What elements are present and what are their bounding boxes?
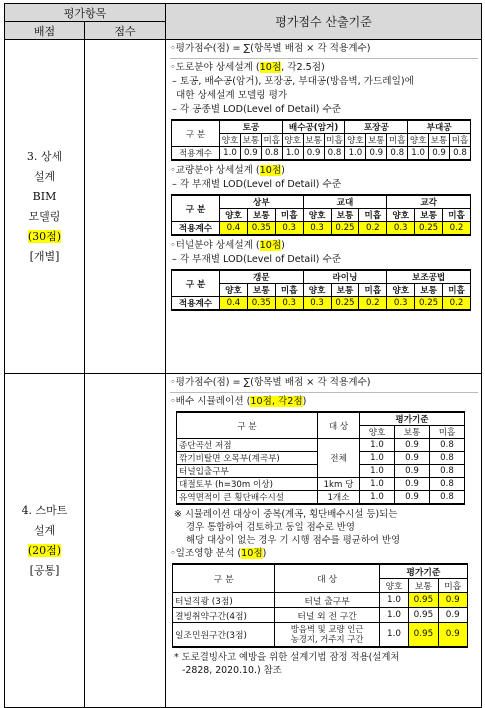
tunnel-heading: ◦터널분야 상세설계 (10점): [170, 240, 285, 251]
section4-title-1: 4. 스마트: [21, 503, 68, 517]
bridge-level-1-1: 보통: [331, 209, 359, 222]
drainage-value: 1.0: [360, 452, 395, 465]
drainage-value: 0.8: [430, 452, 465, 465]
tunnel-value-8: 0.2: [443, 297, 471, 311]
tunnel-value-7: 0.25: [415, 297, 443, 311]
road-value-1: 0.9: [240, 147, 261, 161]
bridge-level-1-2: 미흡: [359, 209, 387, 222]
drainage-note-2: 경우 통합하여 검토하고 동일 점수로 반영: [186, 522, 355, 533]
tunnel-value-0: 0.4: [220, 297, 248, 311]
road-group-1: 토공: [220, 120, 283, 134]
drainage-row: [177, 439, 465, 452]
drainage-note-3: 해당 대상이 없는 경우 기 시행 점수를 평균하여 반영: [186, 535, 401, 546]
drainage-level-0: 양호: [360, 426, 395, 439]
section3-title-3: BIM: [32, 189, 57, 203]
road-level-2-1: 보통: [366, 134, 387, 147]
drainage-value: 0.8: [430, 491, 465, 505]
tunnel-level-0-1: 보통: [247, 284, 275, 297]
sunlight-level-1: 보통: [409, 579, 438, 593]
road-value-7: 0.9: [366, 147, 387, 161]
tunnel-row-head: 구 분: [172, 270, 220, 297]
road-value-0: 1.0: [220, 147, 241, 161]
road-level-3-1: 보통: [429, 134, 450, 147]
drainage-level-2: 미흡: [430, 426, 465, 439]
drainage-target: 1km 당: [318, 478, 360, 491]
road-level-1-2: 미흡: [324, 134, 345, 147]
sunlight-col-item: 구 분: [173, 564, 275, 593]
tunnel-level-1-2: 미흡: [359, 284, 387, 297]
sunlight-value: 0.9: [438, 608, 467, 623]
bridge-value-4: 0.25: [331, 222, 359, 236]
road-value-4: 0.9: [303, 147, 324, 161]
bridge-level-2-0: 양호: [387, 209, 415, 222]
bridge-bullet: – 각 부재별 LOD(Level of Detail) 수준: [172, 179, 341, 190]
road-value-5: 0.8: [324, 147, 345, 161]
sunlight-heading: ◦일조영향 분석 (10점): [170, 548, 267, 559]
drainage-value: 1.0: [360, 491, 395, 505]
tunnel-value-3: 0.3: [303, 297, 331, 311]
section4-score-cell: [85, 374, 166, 708]
drainage-value: 0.9: [395, 478, 430, 491]
sunlight-row: [173, 608, 468, 623]
bridge-value-1: 0.35: [247, 222, 275, 236]
section3-content: [166, 40, 482, 374]
sunlight-target: [275, 623, 379, 647]
section4-points: (20점): [27, 543, 62, 557]
tunnel-level-2-1: 보통: [415, 284, 443, 297]
bridge-level-0-0: 양호: [220, 209, 248, 222]
section4-label: [5, 374, 85, 708]
bridge-level-0-2: 미흡: [275, 209, 303, 222]
sunlight-value: 1.0: [379, 623, 408, 647]
bridge-group-3: 교각: [387, 195, 471, 209]
road-value-9: 1.0: [408, 147, 429, 161]
sunlight-level-2: 미흡: [438, 579, 467, 593]
sunlight-col-criteria: 평가기준: [379, 564, 467, 579]
header-score-basis: 평가점수 산출기준: [166, 4, 482, 40]
section3-score-cell: [85, 40, 166, 374]
road-level-1-1: 보통: [303, 134, 324, 147]
drainage-value: 0.9: [395, 465, 430, 478]
tunnel-value-5: 0.2: [359, 297, 387, 311]
drainage-value: 1.0: [360, 465, 395, 478]
section3-title-2: 설계: [33, 169, 56, 183]
drainage-item: 터널입출구부: [177, 465, 318, 478]
header-allocation: 배점: [5, 22, 85, 40]
drainage-target: 1개소: [318, 491, 360, 505]
sunlight-target: 터널 외 전 구간: [275, 608, 379, 623]
sunlight-level-0: 양호: [379, 579, 408, 593]
section3-type: [개별]: [29, 249, 60, 263]
evaluation-table: [4, 3, 482, 708]
section4-content: [166, 374, 482, 708]
sunlight-target: 터널 출구부: [275, 593, 379, 608]
sunlight-value: 1.0: [379, 608, 408, 623]
section3-points: (30점): [27, 229, 62, 243]
drainage-table: [176, 411, 465, 505]
drainage-item: 깎기비탈면 오목부(계곡부): [177, 452, 318, 465]
bridge-value-2: 0.3: [275, 222, 303, 236]
bridge-value-3: 0.3: [303, 222, 331, 236]
sunlight-target-line: 농경지, 거주지 구간: [290, 634, 364, 645]
drainage-value: 0.9: [395, 452, 430, 465]
road-row-label: 적용계수: [172, 147, 220, 161]
tunnel-value-6: 0.3: [387, 297, 415, 311]
tunnel-level-0-2: 미흡: [275, 284, 303, 297]
drainage-value: 0.8: [430, 478, 465, 491]
sunlight-value: 0.95: [409, 623, 438, 647]
bridge-group-1: 상부: [220, 195, 304, 209]
sunlight-table: [172, 563, 468, 648]
drainage-item: 대절토부 (h=30m 이상): [177, 478, 318, 491]
bridge-row-label: 적용계수: [172, 222, 220, 236]
section4-type: [공통]: [29, 563, 60, 577]
header-points: 점수: [85, 22, 166, 40]
header-eval-items: 평가항목: [5, 4, 166, 22]
bridge-value-6: 0.3: [387, 222, 415, 236]
tunnel-group-1: 갱문: [220, 270, 304, 284]
bridge-value-8: 0.2: [443, 222, 471, 236]
sunlight-note-1: * 도로결빙사고 예방을 위한 설계기법 잠정 적용(설계처: [174, 651, 400, 663]
drainage-value: 1.0: [360, 478, 395, 491]
road-group-3: 포장공: [345, 120, 408, 134]
tunnel-value-2: 0.3: [275, 297, 303, 311]
drainage-item: 유역면적이 큰 횡단배수시설: [177, 491, 318, 505]
drainage-target: 전체: [318, 439, 360, 478]
drainage-value: 0.9: [395, 491, 430, 505]
drainage-heading: ◦배수 시뮬레이션 (10점, 각2점): [170, 396, 307, 407]
road-value-2: 0.8: [261, 147, 282, 161]
bridge-value-7: 0.25: [415, 222, 443, 236]
sunlight-value: 0.95: [409, 608, 438, 623]
bridge-value-0: 0.4: [220, 222, 248, 236]
drainage-level-1: 보통: [395, 426, 430, 439]
tunnel-level-2-2: 미흡: [443, 284, 471, 297]
sunlight-value: 0.9: [438, 593, 467, 608]
drainage-value: 0.9: [395, 439, 430, 452]
sunlight-value: 0.95: [409, 593, 438, 608]
sunlight-value: 0.9: [438, 623, 467, 647]
tunnel-group-3: 보조공법: [387, 270, 471, 284]
road-group-2: 배수공(암거): [282, 120, 345, 134]
drainage-note-1: ※ 시뮬레이션 대상이 중복(계곡, 횡단배수시설 등)되는: [174, 509, 398, 520]
road-value-11: 0.8: [449, 147, 470, 161]
road-level-3-0: 양호: [408, 134, 429, 147]
sunlight-item: 일조민원구간(3점): [173, 623, 275, 647]
road-group-4: 부대공: [408, 120, 471, 134]
road-value-8: 0.8: [387, 147, 408, 161]
sunlight-value: 1.0: [379, 593, 408, 608]
section3-formula: ◦평가점수(점) = ∑(항목별 배점 × 각 적용계수): [170, 43, 371, 54]
road-value-6: 1.0: [345, 147, 366, 161]
sunlight-item: 터널직광 (3점): [173, 593, 275, 608]
tunnel-level-1-1: 보통: [331, 284, 359, 297]
section3-title-4: 모델링: [28, 209, 61, 223]
bridge-level-2-1: 보통: [415, 209, 443, 222]
section4-title-2: 설계: [33, 523, 56, 537]
tunnel-lod-table: [171, 269, 471, 311]
road-level-0-0: 양호: [220, 134, 241, 147]
tunnel-level-2-0: 양호: [387, 284, 415, 297]
road-level-2-2: 미흡: [387, 134, 408, 147]
tunnel-level-1-0: 양호: [303, 284, 331, 297]
road-level-2-0: 양호: [345, 134, 366, 147]
tunnel-value-4: 0.25: [331, 297, 359, 311]
road-value-10: 0.9: [429, 147, 450, 161]
tunnel-row-label: 적용계수: [172, 297, 220, 311]
bridge-lod-table: [171, 194, 471, 236]
bridge-heading: ◦교량분야 상세설계 (10점): [170, 165, 285, 176]
bridge-row-head: 구 분: [172, 195, 220, 222]
road-level-0-1: 보통: [240, 134, 261, 147]
road-level-1-0: 양호: [282, 134, 303, 147]
road-row-head: 구 분: [172, 120, 220, 147]
sunlight-item: 결빙취약구간(4점): [173, 608, 275, 623]
road-bullet-1: – 토공, 배수공(암거), 포장공, 부대공(방음벽, 가드레일)에: [172, 76, 414, 87]
sunlight-col-target: 대 상: [275, 564, 379, 593]
drainage-col-target: 대 상: [318, 412, 360, 439]
drainage-value: 0.8: [430, 439, 465, 452]
section3-label: [5, 40, 85, 374]
road-level-0-2: 미흡: [261, 134, 282, 147]
drainage-item: 종단곡선 저점: [177, 439, 318, 452]
road-value-3: 1.0: [282, 147, 303, 161]
road-heading: ◦도로분야 상세설계 (10점, 각2.5점): [170, 62, 325, 73]
section3-title-1: 3. 상세: [26, 149, 63, 163]
tunnel-level-0-0: 양호: [220, 284, 248, 297]
road-level-3-2: 미흡: [449, 134, 470, 147]
drainage-value: 1.0: [360, 439, 395, 452]
tunnel-bullet: – 각 부재별 LOD(Level of Detail) 수준: [172, 254, 341, 265]
sunlight-row: [173, 593, 468, 608]
sunlight-note-2: -2828, 2020.10.) 참조: [182, 664, 282, 676]
road-lod-table: [171, 119, 471, 161]
drainage-col-criteria: 평가기준: [360, 412, 465, 426]
drainage-row: [177, 478, 465, 491]
sunlight-target-line: 방음벽 및 교량 인근: [290, 624, 364, 635]
bridge-level-1-0: 양호: [303, 209, 331, 222]
road-bullet-1b: 대한 상세설계 모델링 평가: [176, 90, 288, 101]
bridge-level-2-2: 미흡: [443, 209, 471, 222]
bridge-value-5: 0.2: [359, 222, 387, 236]
road-bullet-2: – 각 공종별 LOD(Level of Detail) 수준: [172, 104, 341, 115]
section4-formula: ◦평가점수(점) = ∑(항목별 배점 × 각 적용계수): [170, 377, 371, 388]
sunlight-row: [173, 623, 468, 647]
drainage-row: [177, 491, 465, 505]
tunnel-value-1: 0.35: [247, 297, 275, 311]
tunnel-group-2: 라이닝: [303, 270, 387, 284]
bridge-group-2: 교대: [303, 195, 387, 209]
bridge-level-0-1: 보통: [247, 209, 275, 222]
drainage-col-item: 구 분: [177, 412, 318, 439]
drainage-value: 0.8: [430, 465, 465, 478]
